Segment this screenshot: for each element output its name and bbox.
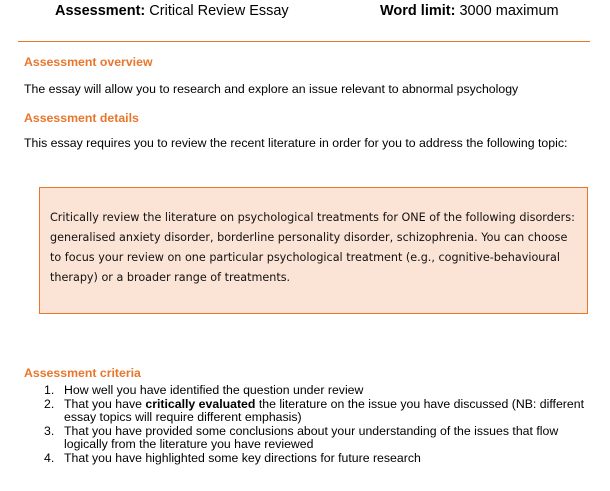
word-limit-value: 3000 maximum [455, 3, 559, 19]
criteria-item [44, 452, 589, 466]
criteria-text: That you have provided some conclusions about your understanding of the issues that flow logically from the literature you have reviewed [64, 423, 559, 451]
criteria-number: 3. [44, 423, 55, 438]
details-text: This essay requires you to review the recent literature in order for you to address the following topic: [24, 136, 568, 150]
criteria-text-before: That you have [64, 396, 146, 411]
assessment-title [55, 3, 289, 19]
criteria-item [44, 384, 589, 398]
topic-callout-box [39, 187, 588, 314]
details-heading: Assessment details [24, 111, 139, 125]
criteria-number: 1. [44, 383, 55, 397]
criteria-text-emphasis: critically evaluated [145, 396, 256, 411]
header-divider [18, 41, 590, 42]
criteria-list [44, 384, 589, 465]
assessment-label: Assessment: [55, 3, 146, 19]
criteria-heading: Assessment criteria [24, 366, 141, 380]
topic-text: Critically review the literature on psychological treatments for ONE of the following disorders: generalised anxiety disorder, borderline personality disorder, schizophrenia. You can choose to focus your review on one particular psychological treatment (e.g., cognitive-behavioural therapy) or a broader range of treatments. [50, 211, 575, 284]
criteria-item [44, 398, 589, 425]
overview-heading: Assessment overview [24, 55, 153, 69]
document-header [0, 3, 610, 25]
criteria-number: 4. [44, 450, 55, 465]
criteria-text-after: the literature on the issue you have discussed (NB: different essay topics will require different emphasis) [64, 396, 584, 424]
criteria-text: That you have highlighted some key directions for future research [64, 450, 421, 465]
word-limit-label: Word limit: [380, 3, 456, 19]
word-limit [380, 3, 559, 19]
criteria-text: How well you have identified the question under review [64, 383, 364, 397]
assessment-value: Critical Review Essay [145, 3, 289, 19]
overview-text: The essay will allow you to research and explore an issue relevant to abnormal psychology [24, 82, 519, 96]
criteria-number: 2. [44, 396, 55, 411]
criteria-item [44, 425, 589, 452]
